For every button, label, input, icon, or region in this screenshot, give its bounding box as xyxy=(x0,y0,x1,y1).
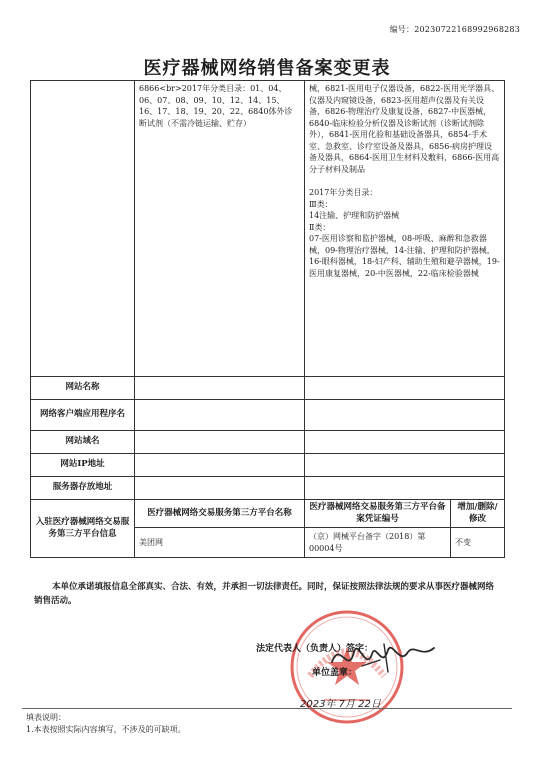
scope-blank-cell xyxy=(31,81,135,377)
scope-right-content: 械，6821-医用电子仪器设备，6822-医用光学器具、仪器及内窥镜设备，6823-医用超声仪器及有关设备，6826-物理治疗及康复设备，6827-中医器械，6840-临床检验分析仪器及诊断试剂（诊断试剂除外），6841-医用化验和基础设备器具，6854-手术室、急救室、诊疗室设备及器具，6856-病房护理设备及器具，6864-医用卫生材料及敷料，6866-医用高分子材料及制品 xyxy=(309,84,500,174)
scope-left-text xyxy=(135,81,305,377)
platform-name-header: 医疗器械网络交易服务第三方平台名称 xyxy=(135,500,305,528)
scope-right-content-2017: 2017年分类目录： Ⅲ类： 14注输、护理和防护器械 Ⅱ类： 07-医用诊察和监护器械，08-呼吸、麻醉和急救器械，09-物理治疗器械，14-注输、护理和防护器械，16-眼科器械，18-妇产科、辅助生殖和避孕器械，19-医用康复器械，20-中医器械，22-临床检验器械 xyxy=(309,188,500,278)
scope-right-text xyxy=(305,81,505,377)
platform-label: 入驻医疗器械网络交易服务第三方平台信息 xyxy=(31,500,135,558)
serial-number: 编号：20230722168992968283 xyxy=(389,25,520,34)
website-name-label: 网站名称 xyxy=(31,377,135,400)
website-name-new xyxy=(305,377,505,400)
handwritten-date: 2023年 7月 22日 xyxy=(300,699,381,710)
platform-action-value: 不变 xyxy=(451,528,505,558)
app-name-label: 网络客户端应用程序名 xyxy=(31,400,135,431)
app-name-old xyxy=(135,400,305,431)
scope-left-content: 6866<br>2017年分类目录：01、04、06、07、08、09、10、12、14、15、16、17、18、19、20、22、6840体外诊断试剂（不需冷链运输、贮存） xyxy=(139,84,293,128)
declaration-text: 本单位承诺填报信息全部真实、合法、有效，并承担一切法律责任。同时，保证按照法律法规的要求从事医疗器械网络销售活动。 xyxy=(34,582,495,606)
domain-label: 网站域名 xyxy=(31,431,135,454)
ip-old xyxy=(135,454,305,477)
notes-section xyxy=(26,712,186,736)
change-form-table xyxy=(30,80,505,558)
notes-heading: 填表说明： xyxy=(26,713,66,722)
ip-new xyxy=(305,454,505,477)
server-new xyxy=(305,477,505,500)
ip-label: 网站IP地址 xyxy=(31,454,135,477)
legal-representative-label: 法定代表人（负责人）签字： xyxy=(256,644,374,654)
unit-seal-label: 单位盖章： xyxy=(312,668,358,678)
notes-item-1: 1.本表按照实际内容填写，不涉及的可缺项。 xyxy=(26,725,186,734)
website-name-old xyxy=(135,377,305,400)
app-name-new xyxy=(305,400,505,431)
platform-cert-header: 医疗器械网络交易服务第三方平台备案凭证编号 xyxy=(305,500,451,528)
server-label: 服务器存放地址 xyxy=(31,477,135,500)
notes-divider xyxy=(22,708,512,709)
platform-cert-value: （京）网械平台备字（2018）第00004号 xyxy=(305,528,451,558)
platform-name-value: 美团网 xyxy=(135,528,305,558)
form-title: 医疗器械网络销售备案变更表 xyxy=(143,58,391,79)
domain-new xyxy=(305,431,505,454)
domain-old xyxy=(135,431,305,454)
platform-action-header: 增加/删除/修改 xyxy=(451,500,505,528)
server-old xyxy=(135,477,305,500)
